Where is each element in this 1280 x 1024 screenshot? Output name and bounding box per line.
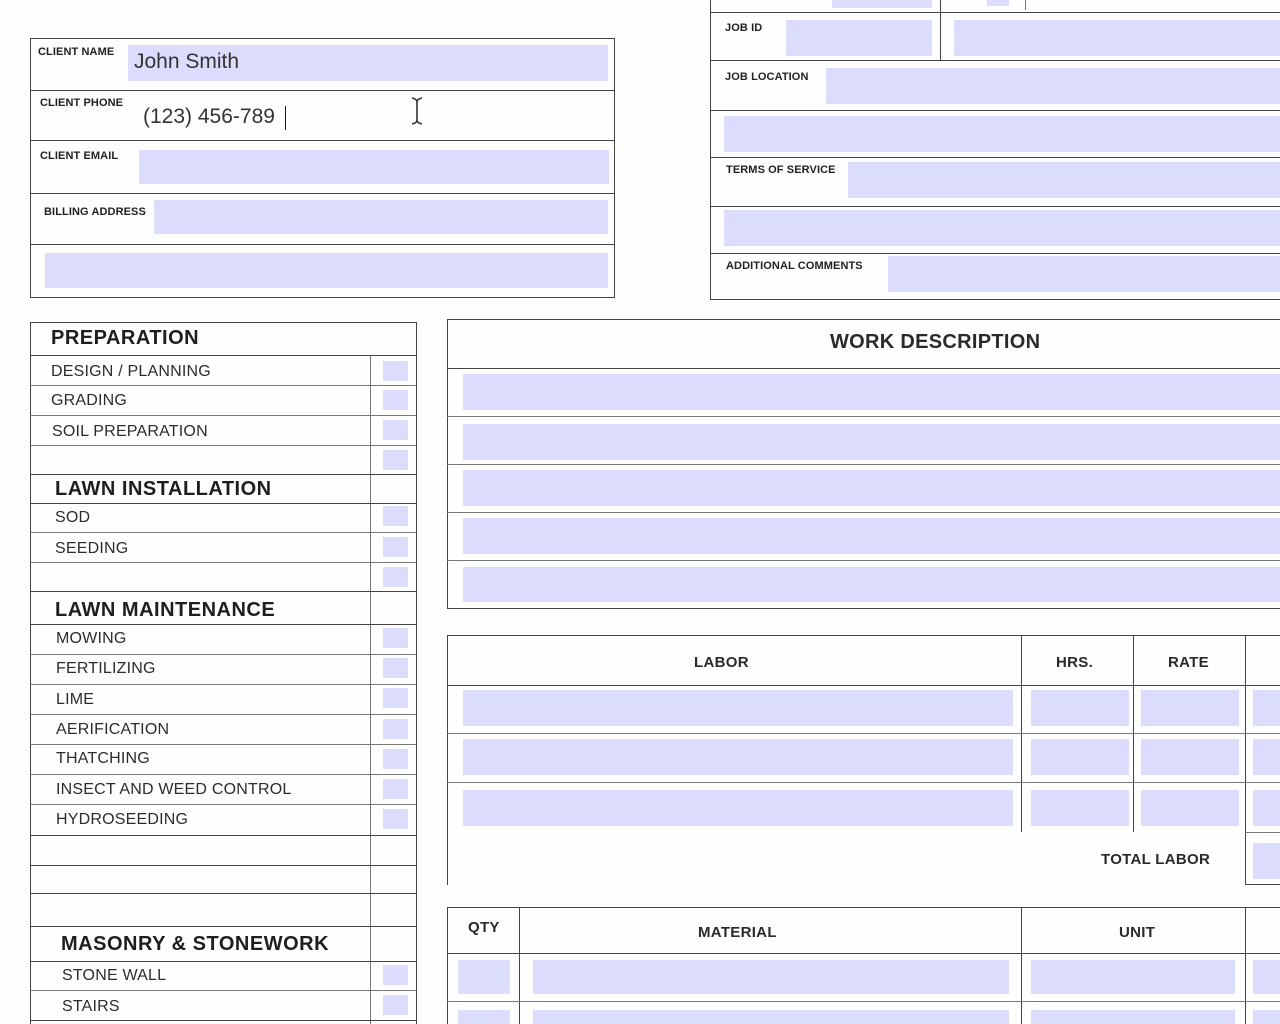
divider	[710, 12, 1280, 13]
checkbox-fertilizing[interactable]	[383, 658, 408, 678]
service-item-seeding: SEEDING	[55, 540, 129, 557]
divider	[710, 60, 1280, 61]
labor-row-3-desc[interactable]	[463, 790, 1013, 826]
work-description-line-3[interactable]	[463, 470, 1280, 506]
divider	[30, 654, 416, 655]
work-description-line-4[interactable]	[463, 518, 1280, 554]
divider	[30, 684, 416, 685]
billing-address-field[interactable]	[154, 200, 608, 234]
job-id-field[interactable]	[786, 20, 932, 56]
checkbox-insect-weed-control[interactable]	[383, 779, 408, 799]
checkbox-mowing[interactable]	[383, 628, 408, 648]
service-item-grading: GRADING	[51, 392, 128, 409]
job-location-field[interactable]	[826, 68, 1280, 104]
labor-row-2-rate[interactable]	[1141, 739, 1239, 775]
service-item-soil-preparation: SOIL PREPARATION	[52, 423, 208, 440]
labor-row-1-hrs[interactable]	[1031, 690, 1129, 726]
lawn-maintenance-title: LAWN MAINTENANCE	[55, 599, 276, 621]
divider	[30, 355, 416, 356]
billing-address-label: BILLING ADDRESS	[44, 206, 146, 218]
divider	[447, 512, 1280, 513]
service-item-design-planning: DESIGN / PLANNING	[51, 363, 211, 380]
work-description-line-2[interactable]	[463, 424, 1280, 460]
labor-row-3-hrs[interactable]	[1031, 790, 1129, 826]
divider	[30, 140, 615, 141]
job-id-label: JOB ID	[725, 22, 763, 34]
divider	[30, 591, 416, 592]
divider	[710, 157, 1280, 158]
checkbox-preparation-blank[interactable]	[383, 450, 408, 470]
checkbox-column-divider	[370, 355, 371, 1024]
labor-row-3-rate[interactable]	[1141, 790, 1239, 826]
material-row-1-total[interactable]	[1253, 960, 1280, 994]
checkbox-sod[interactable]	[383, 506, 408, 526]
divider	[30, 893, 416, 894]
service-item-insect-weed-control: INSECT AND WEED CONTROL	[56, 781, 292, 798]
checkbox-hydroseeding[interactable]	[383, 809, 408, 829]
divider	[30, 990, 416, 991]
divider	[447, 635, 1280, 636]
divider	[30, 774, 416, 775]
divider	[710, 253, 1280, 254]
divider	[710, 206, 1280, 207]
divider	[30, 1020, 416, 1021]
service-item-stone-wall: STONE WALL	[62, 967, 167, 984]
divider	[30, 244, 615, 245]
material-row-2-unit[interactable]	[1031, 1010, 1235, 1024]
divider	[447, 368, 1280, 369]
divider	[447, 782, 1280, 783]
divider	[1245, 884, 1280, 885]
qty-column-header: QTY	[468, 919, 500, 936]
labor-row-1-total[interactable]	[1253, 690, 1280, 726]
checkbox-aerification[interactable]	[383, 719, 408, 739]
labor-column-header: LABOR	[694, 654, 749, 671]
additional-comments-label: ADDITIONAL COMMENTS	[726, 260, 863, 272]
labor-row-3-total[interactable]	[1253, 790, 1280, 826]
client-phone-label: CLIENT PHONE	[40, 97, 124, 109]
divider	[30, 926, 416, 927]
service-item-sod: SOD	[55, 509, 91, 526]
total-labor-field[interactable]	[1253, 843, 1280, 879]
labor-row-2-total[interactable]	[1253, 739, 1280, 775]
material-row-1-desc[interactable]	[533, 960, 1009, 994]
checkbox-lime[interactable]	[383, 688, 408, 708]
job-location-line2-field[interactable]	[724, 116, 1280, 152]
divider	[447, 953, 1280, 954]
unit-column-header: UNIT	[1119, 924, 1156, 941]
service-item-lime: LIME	[56, 691, 95, 708]
job-box-left-border	[710, 0, 711, 300]
service-item-stairs: STAIRS	[62, 998, 120, 1015]
rate-col-divider	[1245, 635, 1246, 885]
divider	[30, 474, 416, 475]
material-row-1-unit[interactable]	[1031, 960, 1235, 994]
checkbox-installation-blank[interactable]	[383, 567, 408, 587]
divider	[30, 322, 416, 323]
service-item-fertilizing: FERTILIZING	[56, 660, 156, 677]
client-name-label: CLIENT NAME	[38, 46, 115, 58]
checkbox-soil-preparation[interactable]	[383, 420, 408, 440]
divider	[447, 464, 1280, 465]
material-row-2-qty[interactable]	[458, 1010, 510, 1024]
divider	[940, 0, 941, 60]
divider	[30, 865, 416, 866]
divider	[30, 804, 416, 805]
unit-col-divider	[1245, 907, 1246, 1024]
material-row-2-total[interactable]	[1253, 1010, 1280, 1024]
labor-row-1-rate[interactable]	[1141, 690, 1239, 726]
divider	[30, 744, 416, 745]
material-row-1-qty[interactable]	[458, 960, 510, 994]
divider	[30, 385, 416, 386]
work-description-title: WORK DESCRIPTION	[830, 331, 1041, 353]
divider	[30, 562, 416, 563]
divider	[30, 445, 416, 446]
client-email-field[interactable]	[139, 150, 609, 184]
text-caret	[285, 106, 286, 130]
divider	[30, 835, 416, 836]
client-phone-value[interactable]: (123) 456-789	[143, 105, 275, 128]
service-item-aerification: AERIFICATION	[56, 721, 170, 738]
divider	[1245, 832, 1280, 833]
divider	[30, 503, 416, 504]
labor-row-1-desc[interactable]	[463, 690, 1013, 726]
qty-col-divider	[519, 907, 520, 1024]
divider	[447, 560, 1280, 561]
top-checkbox-partial[interactable]	[987, 0, 1009, 6]
job-date-field[interactable]	[954, 20, 1280, 56]
top-field-partial[interactable]	[832, 0, 932, 8]
work-description-line-1[interactable]	[463, 374, 1280, 410]
divider	[447, 685, 1280, 686]
material-left-border	[447, 907, 448, 1024]
terms-of-service-field[interactable]	[848, 162, 1280, 198]
divider	[30, 714, 416, 715]
divider	[30, 961, 416, 962]
service-item-hydroseeding: HYDROSEEDING	[56, 811, 189, 828]
i-beam-cursor-icon	[409, 96, 425, 126]
work-description-line-5[interactable]	[463, 567, 1280, 602]
divider	[30, 415, 416, 416]
divider	[710, 299, 1280, 300]
divider	[447, 733, 1280, 734]
labor-left-border	[447, 635, 448, 885]
material-row-2-desc[interactable]	[533, 1010, 1009, 1024]
divider	[447, 907, 1280, 908]
labor-row-2-hrs[interactable]	[1031, 739, 1129, 775]
divider	[447, 319, 1280, 320]
checkbox-grading[interactable]	[383, 390, 408, 410]
divider	[710, 110, 1280, 111]
checkbox-stairs[interactable]	[383, 995, 408, 1015]
total-labor-label: TOTAL LABOR	[1101, 851, 1211, 868]
preparation-title: PREPARATION	[51, 327, 200, 349]
service-item-thatching: THATCHING	[56, 750, 150, 767]
hrs-column-header: HRS.	[1056, 654, 1094, 671]
terms-of-service-line2-field[interactable]	[724, 210, 1280, 246]
divider	[30, 193, 615, 194]
client-email-label: CLIENT EMAIL	[40, 150, 119, 162]
labor-row-2-desc[interactable]	[463, 739, 1013, 775]
checklist-right-border	[416, 322, 417, 1024]
divider	[30, 624, 416, 625]
client-name-value: John Smith	[134, 50, 240, 73]
material-column-header: MATERIAL	[698, 924, 777, 941]
checklist-left-border	[30, 322, 31, 1024]
divider	[447, 608, 1280, 609]
service-item-mowing: MOWING	[56, 630, 127, 647]
additional-comments-field[interactable]	[888, 256, 1280, 292]
divider	[30, 532, 416, 533]
divider	[30, 90, 615, 91]
masonry-stonework-title: MASONRY & STONEWORK	[61, 933, 330, 955]
checkbox-stone-wall[interactable]	[383, 965, 408, 985]
terms-of-service-label: TERMS OF SERVICE	[726, 164, 836, 176]
material-col-divider	[1021, 907, 1022, 1024]
job-location-label: JOB LOCATION	[725, 71, 809, 83]
checkbox-seeding[interactable]	[383, 537, 408, 557]
billing-address-line2-field[interactable]	[45, 253, 608, 288]
divider	[447, 1001, 1280, 1002]
lawn-installation-title: LAWN INSTALLATION	[55, 478, 272, 500]
rate-column-header: RATE	[1168, 654, 1209, 671]
divider	[1025, 0, 1026, 10]
checkbox-design-planning[interactable]	[383, 361, 408, 381]
divider	[447, 416, 1280, 417]
checkbox-thatching[interactable]	[383, 749, 408, 769]
